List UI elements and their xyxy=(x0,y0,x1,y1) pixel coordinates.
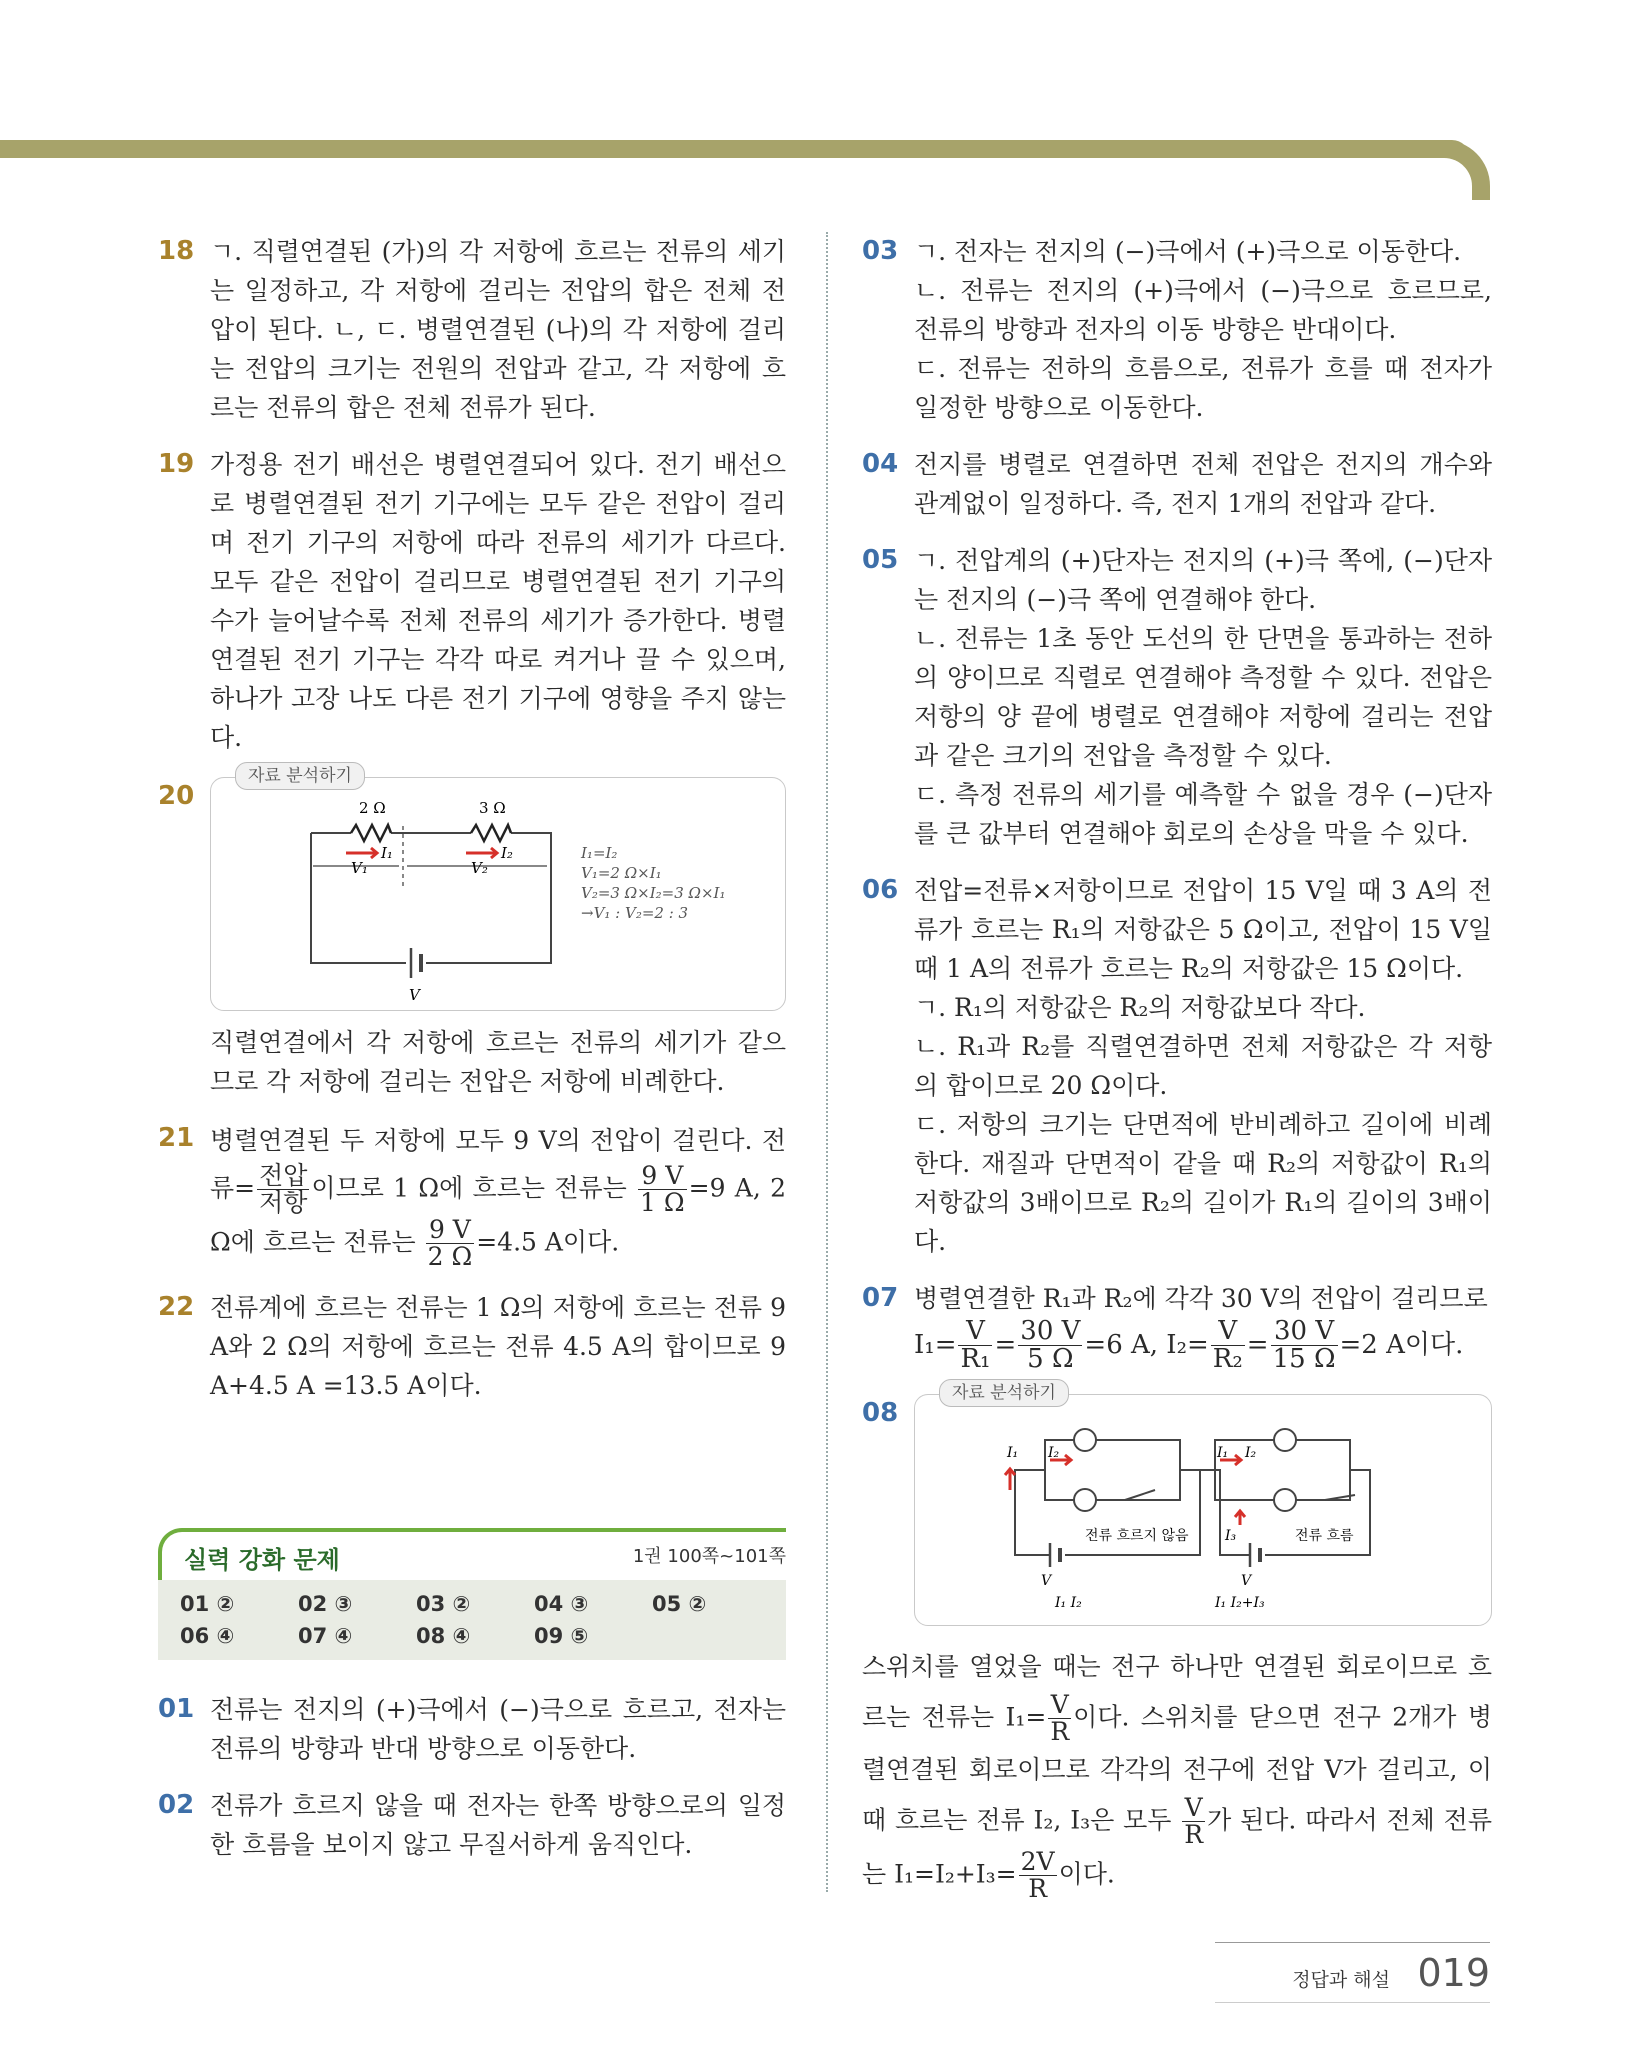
page-number: 019 xyxy=(1417,1951,1490,1995)
answer-21 xyxy=(158,1119,786,1270)
answer-key: 03 ② xyxy=(416,1592,471,1616)
answer-key: 05 ② xyxy=(652,1592,707,1616)
answer-key: 01 ② xyxy=(180,1592,235,1616)
answer-key: 06 ④ xyxy=(180,1624,235,1648)
practice-page-ref: 1권 100쪽~101쪽 xyxy=(632,1546,786,1567)
switch-open-label: 전류 흐르지 않음 xyxy=(1085,1527,1189,1544)
voltage-label: V xyxy=(409,986,420,1004)
answer-equation: I₁= $\frac{V}{\text{R₁}}$ = $\frac{30 V}{5 \Omega}$ =6 A, I₂= $\frac{V}{\text{R₂}}$ = $\frac{30 V}{15 \Omega}$ =2 A이다. xyxy=(914,1316,1464,1375)
eq-line-1: I₁=I₂ xyxy=(581,844,618,862)
caption-right: I₁ I₂+I₃ xyxy=(1215,1594,1265,1611)
i2-label: I₂ xyxy=(1245,1444,1257,1461)
i1-label: I₁ xyxy=(1217,1444,1229,1461)
answer-07 xyxy=(862,1279,1492,1374)
answer-line: ㄱ. 전압계의 (+)단자는 전지의 (+)극 쪽에, (−)단자는 전지의 (−)극 쪽에 연결해야 한다. xyxy=(914,546,1492,614)
fraction: $\frac{9 V}{1 \Omega}$ xyxy=(640,1161,685,1218)
practice-title: 실력 강화 문제 xyxy=(184,1546,340,1574)
i2-label: I₂ xyxy=(1048,1444,1060,1461)
item-number: 18 xyxy=(158,236,195,266)
answer-text: ㄱ. 직렬연결된 (가)의 각 저항에 흐르는 전류의 세기는 일정하고, 각 저항에 걸리는 전압의 합은 전체 전압이 된다. ㄴ, ㄷ. 병렬연결된 (나)의 각 저항에 걸리는 전압의 크기는 전원의 전압과 같고, 각 저항에 흐르는 전류의 합은 전체 전류가 된다. xyxy=(210,237,786,422)
switch-closed-label: 전류 흐름 xyxy=(1295,1527,1354,1544)
caption-left: I₁ I₂ xyxy=(1055,1594,1082,1611)
answer-05 xyxy=(862,541,1492,853)
answer-text: 전지를 병렬로 연결하면 전체 전압은 전지의 개수와 관계없이 일정하다. 즉, 전지 1개의 전압과 같다. xyxy=(914,450,1492,518)
answer-text: 스위치를 열었을 때는 전구 하나만 연결된 회로이므로 흐르는 전류는 I₁= $\frac{V}{R}$ 이다. 스위치를 닫으면 전구 2개가 병렬연결된 회로이므로 각각의 전구에 전압 V가 걸리고, 이때 흐르는 전류 I₂, I₃은 모두 $\frac{V}{R}$ 가 된다. 따라서 전체 전류는 I₁=I₂+I₃= $\frac{2V}{R}$ 이다. xyxy=(862,1651,1492,1903)
item-number: 01 xyxy=(158,1694,195,1724)
item-number: 02 xyxy=(158,1790,195,1820)
answer-19 xyxy=(158,445,786,757)
r1-label: 2 Ω xyxy=(359,799,386,817)
answer-text: 전류계에 흐르는 전류는 1 Ω의 저항에 흐르는 전류 9 A와 2 Ω의 저항에 흐르는 전류 4.5 A의 합이므로 9 A+4.5 A =13.5 A이다. xyxy=(210,1293,786,1400)
i1-label: I₁ xyxy=(381,844,393,862)
answer-line: 전압=전류×저항이므로 전압이 15 V일 때 3 A의 전류가 흐르는 R₁의 저항값은 5 Ω이고, 전압이 15 V일 때 1 A의 전류가 흐르는 R₂의 저항값은 15 Ω이다. xyxy=(914,876,1492,983)
r2-label: 3 Ω xyxy=(479,799,506,817)
answer-08 xyxy=(862,1382,1492,1903)
analysis-box xyxy=(914,1382,1492,1626)
eq-line-2: V₁=2 Ω×I₁ xyxy=(581,864,662,882)
answer-18 xyxy=(158,232,786,427)
item-number: 03 xyxy=(862,236,899,266)
answer-06 xyxy=(862,871,1492,1261)
item-number: 07 xyxy=(862,1283,899,1313)
answer-01 xyxy=(158,1690,786,1768)
item-number: 08 xyxy=(862,1397,899,1428)
item-number: 22 xyxy=(158,1292,195,1322)
answer-04 xyxy=(862,445,1492,523)
answer-grid xyxy=(158,1580,786,1660)
item-number: 19 xyxy=(158,449,195,479)
footer-rule xyxy=(1215,2002,1490,2003)
footer-label: 정답과 해설 xyxy=(1292,1969,1390,1991)
practice-section xyxy=(158,1528,786,1882)
answer-line: ㄷ. 저항의 크기는 단면적에 반비례하고 길이에 비례한다. 재질과 단면적이 같을 때 R₂의 저항값이 R₁의 저항값의 3배이므로 R₂의 길이가 R₁의 길이의 3배이다. xyxy=(914,1110,1492,1256)
fraction: $\frac{\text{전압}}{\text{저항}}$ xyxy=(259,1161,308,1218)
item-number: 05 xyxy=(862,545,899,575)
answer-key: 08 ④ xyxy=(416,1624,471,1648)
v2-label: V₂ xyxy=(471,859,488,877)
answer-text: 전류가 흐르지 않을 때 전자는 한쪽 방향으로의 일정한 흐름을 보이지 않고 무질서하게 움직인다. xyxy=(210,1791,786,1859)
answer-text: 전류는 전지의 (+)극에서 (−)극으로 흐르고, 전자는 전류의 방향과 반대 방향으로 이동한다. xyxy=(210,1695,786,1763)
answer-text: 병렬연결된 두 저항에 모두 9 V의 전압이 걸린다. 전류= $\frac{\text{전압}}{\text{저항}}$ 이므로 1 Ω에 흐르는 전류는 $\frac{9 V}{1 \Omega}$ =9 A, 2 Ω에 흐르는 전류는 $\frac{9 V}{2 \Omega}$ =4.5 A이다. xyxy=(210,1126,786,1271)
answer-text: 가정용 전기 배선은 병렬연결되어 있다. 전기 배선으로 병렬연결된 전기 기구에는 모두 같은 전압이 걸리며 전기 기구의 저항에 따라 전류의 세기가 다르다. 모두 같은 전압이 걸리므로 병렬연결된 전기 기구의 수가 늘어날수록 전체 전류의 세기가 증가한다. 병렬연결된 전기 기구는 각각 따로 켜거나 끌 수 있으며, 하나가 고장 나도 다른 전기 기구에 영향을 주지 않는다. xyxy=(210,450,786,752)
answer-20 xyxy=(158,766,786,1101)
i2-label: I₂ xyxy=(501,844,513,862)
answer-key: 02 ③ xyxy=(298,1592,353,1616)
answer-line: ㄱ. R₁의 저항값은 R₂의 저항값보다 작다. xyxy=(914,993,1366,1022)
answer-line: ㄴ. 전류는 1초 동안 도선의 한 단면을 통과하는 전하의 양이므로 직렬로 연결해야 측정할 수 있다. 전압은 저항의 양 끝에 병렬로 연결해야 저항에 걸리는 전압과 같은 크기의 전압을 측정할 수 있다. xyxy=(914,624,1492,770)
i1-label: I₁ xyxy=(1007,1444,1019,1461)
answer-line: ㄷ. 전류는 전하의 흐름으로, 전류가 흐를 때 전자가 일정한 방향으로 이동한다. xyxy=(914,354,1492,422)
answer-key: 04 ③ xyxy=(534,1592,589,1616)
right-column xyxy=(862,232,1492,1920)
series-circuit-diagram xyxy=(211,778,781,1008)
answer-22 xyxy=(158,1288,786,1405)
answer-line: ㄱ. 전자는 전지의 (−)극에서 (+)극으로 이동한다. xyxy=(914,237,1462,266)
parallel-circuit-diagram xyxy=(915,1395,1491,1623)
answer-key: 07 ④ xyxy=(298,1624,353,1648)
eq-line-4: →V₁ : V₂=2 : 3 xyxy=(581,904,689,922)
column-divider xyxy=(826,232,828,1892)
v1-label: V₁ xyxy=(351,859,368,877)
answer-line: ㄴ. 전류는 전지의 (+)극에서 (−)극으로 흐르므로, 전류의 방향과 전자의 이동 방향은 반대이다. xyxy=(914,276,1492,344)
voltage-label: V xyxy=(1041,1572,1052,1589)
eq-line-3: V₂=3 Ω×I₂=3 Ω×I₁ xyxy=(581,884,726,902)
item-number: 20 xyxy=(158,781,195,811)
answer-text: 직렬연결에서 각 저항에 흐르는 전류의 세기가 같으므로 각 저항에 걸리는 전압은 저항에 비례한다. xyxy=(210,1028,786,1096)
analysis-box xyxy=(210,766,786,1011)
page-footer xyxy=(1215,1942,1490,2009)
practice-header xyxy=(158,1528,786,1580)
answer-line: ㄷ. 측정 전류의 세기를 예측할 수 없을 경우 (−)단자를 큰 값부터 연결해야 회로의 손상을 막을 수 있다. xyxy=(914,780,1492,848)
header-bar xyxy=(0,140,1470,158)
i3-label: I₃ xyxy=(1225,1527,1237,1544)
answer-line: 병렬연결한 R₁과 R₂에 각각 30 V의 전압이 걸리므로 xyxy=(914,1284,1488,1313)
analysis-tag: 자료 분석하기 xyxy=(235,762,365,790)
answer-03 xyxy=(862,232,1492,427)
item-number: 06 xyxy=(862,875,899,905)
left-column xyxy=(158,232,786,1423)
answer-02 xyxy=(158,1786,786,1864)
header-bar-curve xyxy=(1410,140,1490,200)
analysis-tag: 자료 분석하기 xyxy=(939,1379,1069,1407)
item-number: 21 xyxy=(158,1123,195,1153)
answer-key: 09 ⑤ xyxy=(534,1624,589,1648)
item-number: 04 xyxy=(862,449,899,479)
voltage-label: V xyxy=(1241,1572,1252,1589)
answer-line: ㄴ. R₁과 R₂를 직렬연결하면 전체 저항값은 각 저항의 합이므로 20 Ω이다. xyxy=(914,1032,1492,1100)
fraction: $\frac{9 V}{2 \Omega}$ xyxy=(427,1214,473,1271)
